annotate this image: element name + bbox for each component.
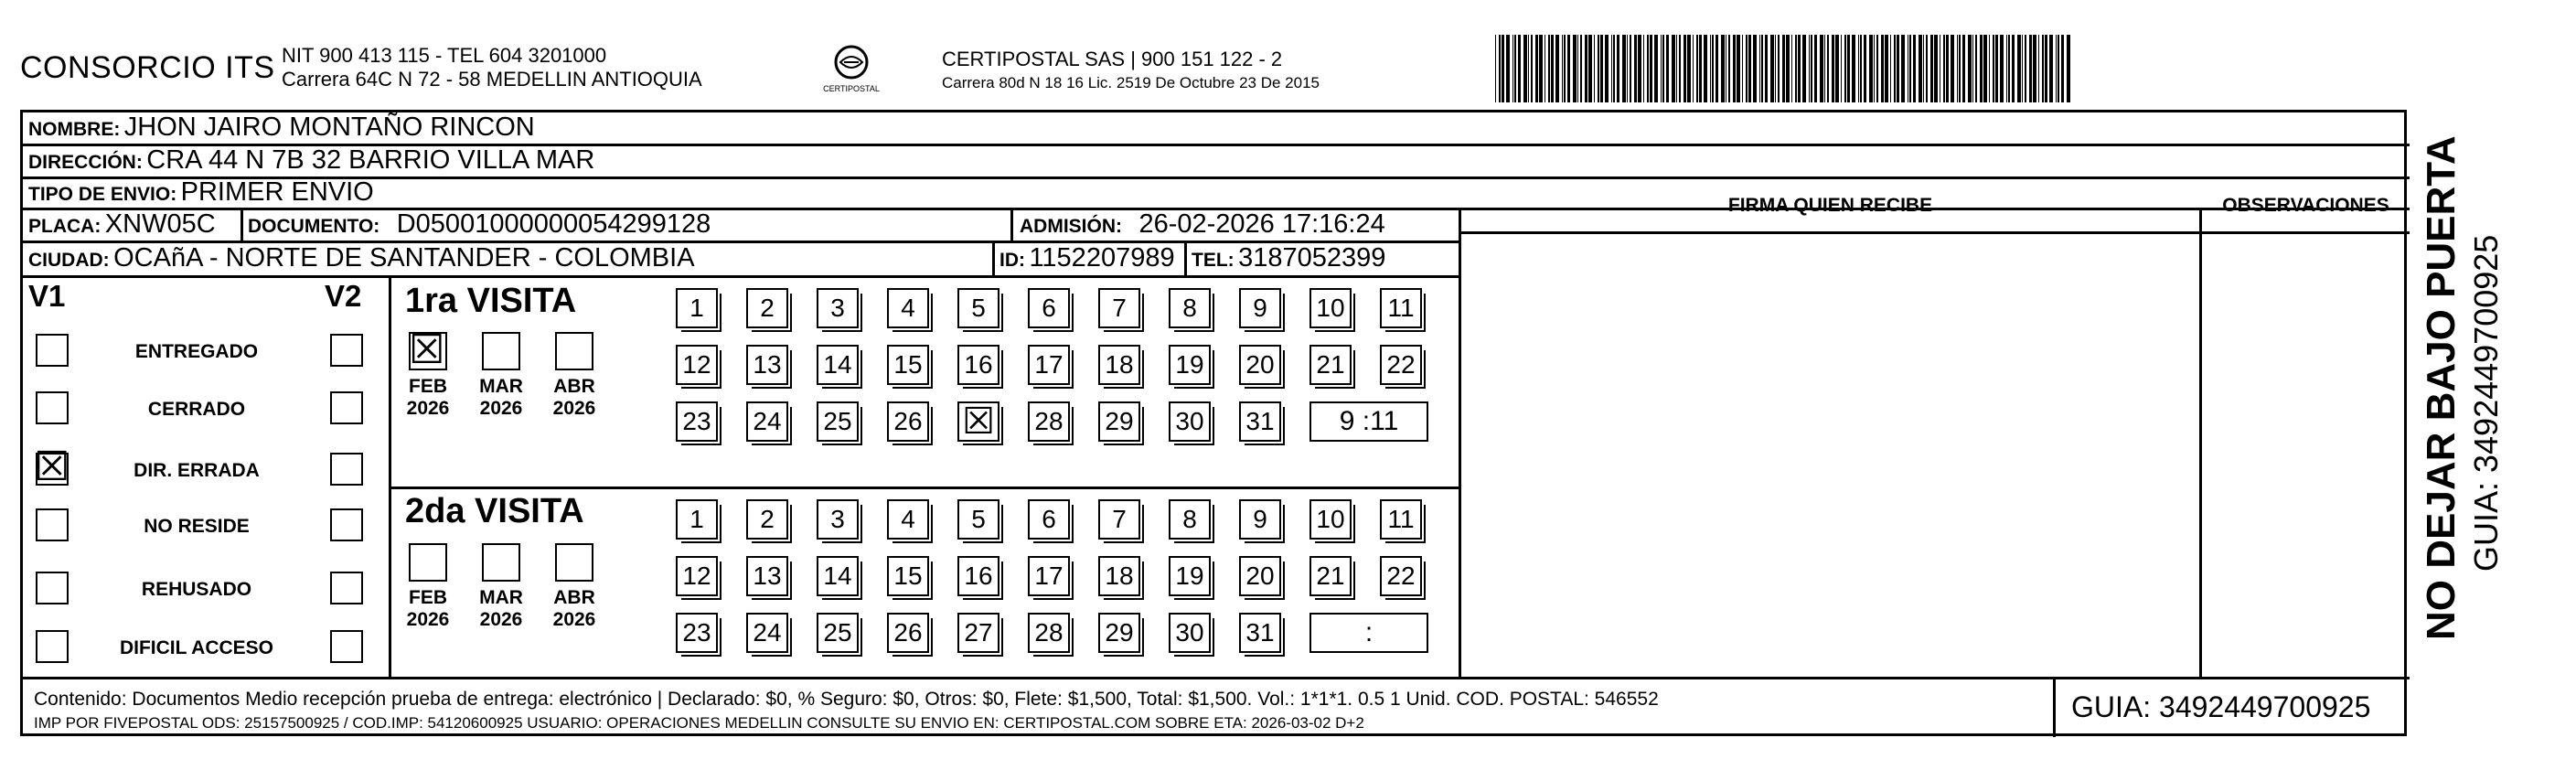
month-year: 2026 <box>552 609 596 630</box>
v2-header: V2 <box>325 279 362 313</box>
month-checkbox[interactable] <box>482 332 520 370</box>
admision-value: 26-02-2026 17:16:24 <box>1138 209 1385 239</box>
documento-label: DOCUMENTO: <box>248 216 380 237</box>
day-box[interactable]: 20 <box>1239 556 1281 596</box>
month-checkbox[interactable] <box>555 332 593 370</box>
tel-value: 3187052399 <box>1238 243 1386 273</box>
barcode-bar <box>2038 35 2039 102</box>
barcode-bar <box>1811 35 1812 102</box>
barcode-bar <box>1539 35 1543 102</box>
barcode-bar <box>1975 35 1977 102</box>
footer-content: Contenido: Documentos Medio recepción prueba de entrega: electrónico | Declarado: $0, % Seguro: $0, Otros: $0, Flete: $1,500, Total: $1,500. Vol.: 1*1*1. 0.5 1 Unid. COD. POSTAL: 546552 <box>34 689 1659 710</box>
day-box[interactable]: 12 <box>676 345 718 385</box>
barcode-bar <box>1742 35 1743 102</box>
day-box[interactable]: 24 <box>746 613 788 653</box>
barcode-bar <box>1832 35 1834 102</box>
barcode-bar <box>1580 35 1582 102</box>
day-box[interactable]: 15 <box>887 345 929 385</box>
barcode-bar <box>1638 35 1641 102</box>
certipostal-info <box>942 48 1320 95</box>
day-box[interactable]: 14 <box>817 345 859 385</box>
barcode-bar <box>1647 35 1649 102</box>
day-box[interactable]: 11 <box>1380 288 1422 328</box>
month-name: ABR <box>553 587 595 608</box>
documento-row <box>248 209 711 240</box>
direccion-value: CRA 44 N 7B 32 BARRIO VILLA MAR <box>146 145 595 175</box>
barcode-bar <box>1693 35 1694 102</box>
barcode-bar <box>1704 35 1707 102</box>
barcode-bar <box>2025 35 2026 102</box>
barcode-bar <box>1650 35 1652 102</box>
barcode-bar <box>1968 35 1972 102</box>
month-name: FEB <box>409 587 447 608</box>
v1-checkbox[interactable] <box>36 391 69 424</box>
barcode-bar <box>1687 35 1691 102</box>
month-checkbox[interactable] <box>482 543 520 582</box>
barcode-bar <box>1535 35 1538 102</box>
barcode-bar <box>2000 35 2004 102</box>
barcode-bar <box>1885 35 1888 102</box>
barcode-bar <box>1613 35 1615 102</box>
tipo-label: TIPO DE ENVIO: <box>28 184 177 205</box>
barcode-bar <box>1577 35 1578 102</box>
barcode-bar <box>1930 35 1933 102</box>
day-box[interactable]: 9 <box>1239 288 1281 328</box>
barcode-bar <box>1721 35 1725 102</box>
day-box[interactable]: 5 <box>957 288 999 328</box>
barcode-bar <box>1761 35 1763 102</box>
status-label: REHUSADO <box>141 579 252 600</box>
barcode-bar <box>1588 35 1592 102</box>
barcode-bar <box>1523 35 1527 102</box>
day-box[interactable]: 22 <box>1380 345 1422 385</box>
v1-checkbox[interactable] <box>36 630 69 663</box>
barcode-bar <box>1753 35 1757 102</box>
barcode-bar <box>2049 35 2053 102</box>
barcode-bar <box>1600 35 1603 102</box>
barcode-bar <box>1748 35 1751 102</box>
month-checkbox[interactable] <box>409 543 447 582</box>
barcode-bar <box>1502 35 1504 102</box>
status-label: CERRADO <box>147 399 246 420</box>
day-box[interactable]: 28 <box>1028 613 1070 653</box>
barcode-bar <box>1809 35 1810 102</box>
barcode-bar <box>1506 35 1510 102</box>
barcode-bar <box>1993 35 1994 102</box>
placa-label: PLACA: <box>28 216 102 237</box>
barcode-bar <box>1770 35 1774 102</box>
barcode-bar <box>2006 35 2007 102</box>
nombre-value: JHON JAIRO MONTAÑO RINCON <box>123 112 535 142</box>
barcode-bar <box>1765 35 1768 102</box>
day-box[interactable]: 10 <box>1309 288 1352 328</box>
v1-checkbox[interactable] <box>34 444 70 490</box>
barcode-bar <box>1598 35 1599 102</box>
barcode-bar <box>2029 35 2032 102</box>
status-label: NO RESIDE <box>144 516 250 537</box>
barcode-bar <box>1573 35 1577 102</box>
barcode-bar <box>1869 35 1873 102</box>
barcode-bar <box>2056 35 2057 102</box>
barcode-bar <box>1795 35 1797 102</box>
day-box[interactable]: 24 <box>746 401 788 442</box>
certipostal-logo <box>819 42 883 101</box>
second-visit-title: 2da VISITA <box>405 492 584 530</box>
day-box[interactable]: 1 <box>676 288 718 328</box>
barcode-bar <box>1847 35 1850 102</box>
footer-guia: GUIA: 3492449700925 <box>2071 690 2371 723</box>
day-box[interactable]: 9 <box>1239 499 1281 540</box>
barcode-bar <box>1995 35 1998 102</box>
day-box[interactable]: 6 <box>1028 288 1070 328</box>
day-box[interactable]: 26 <box>887 613 929 653</box>
day-box[interactable]: 7 <box>1098 288 1140 328</box>
day-box[interactable]: 19 <box>1169 345 1211 385</box>
barcode-bar <box>1909 35 1911 102</box>
day-box[interactable]: 8 <box>1169 499 1211 540</box>
day-box[interactable]: 10 <box>1309 499 1352 540</box>
v2-checkbox[interactable] <box>330 508 363 541</box>
month-checkbox[interactable] <box>555 543 593 582</box>
barcode-bar <box>1802 35 1806 102</box>
day-box[interactable]: 22 <box>1380 556 1422 596</box>
month-year: 2026 <box>479 398 523 419</box>
barcode-bar <box>1820 35 1823 102</box>
day-box[interactable]: ☒ <box>957 401 999 442</box>
day-box[interactable]: 30 <box>1169 613 1211 653</box>
barcode-bar <box>1913 35 1916 102</box>
barcode-bar <box>2067 35 2070 102</box>
id-row <box>999 243 1175 273</box>
month-label <box>469 587 533 631</box>
barcode-bar <box>1528 35 1529 102</box>
barcode-bar <box>1737 35 1740 102</box>
v1-checkbox[interactable] <box>36 508 69 541</box>
barcode-bar <box>2045 35 2047 102</box>
barcode-bar <box>1683 35 1686 102</box>
day-box[interactable]: 16 <box>957 556 999 596</box>
month-year: 2026 <box>479 609 523 630</box>
month-year: 2026 <box>552 398 596 419</box>
tel-row <box>1192 243 1385 273</box>
day-box[interactable]: 3 <box>817 288 859 328</box>
barcode <box>1495 35 2227 102</box>
day-box[interactable]: 17 <box>1028 345 1070 385</box>
id-label: ID: <box>999 250 1025 271</box>
time-box[interactable]: 9 :11 <box>1309 401 1428 442</box>
month-label <box>469 376 533 420</box>
day-box[interactable]: 17 <box>1028 556 1070 596</box>
certi-address: Carrera 80d N 18 16 Lic. 2519 De Octubre 23 De 2015 <box>942 74 1320 91</box>
barcode-bar <box>1666 35 1669 102</box>
month-label <box>542 587 606 631</box>
barcode-bar <box>1919 35 1922 102</box>
barcode-bar <box>1548 35 1550 102</box>
barcode-bar <box>1860 35 1862 102</box>
month-checkbox[interactable] <box>409 326 447 373</box>
side-guia: GUIA: 3492449700925 <box>2467 234 2505 572</box>
barcode-bar <box>1894 35 1896 102</box>
v2-checkbox[interactable] <box>330 453 363 486</box>
firma-header: FIRMA QUIEN RECIBE <box>1727 195 1933 216</box>
barcode-bar <box>2061 35 2064 102</box>
company-info <box>282 44 702 91</box>
check-mark-icon: ☒ <box>34 444 70 490</box>
day-box[interactable]: 3 <box>817 499 859 540</box>
day-box[interactable]: 31 <box>1239 613 1281 653</box>
nombre-row <box>28 112 535 143</box>
barcode-bar <box>1923 35 1924 102</box>
barcode-bar <box>1562 35 1563 102</box>
barcode-bar <box>1728 35 1730 102</box>
barcode-bar <box>1864 35 1866 102</box>
barcode-bar <box>1874 35 1875 102</box>
day-box[interactable]: 23 <box>676 401 718 442</box>
barcode-bar <box>1897 35 1899 102</box>
day-box[interactable]: 1 <box>676 499 718 540</box>
barcode-bar <box>1759 35 1760 102</box>
barcode-bar <box>2058 35 2059 102</box>
v1-header: V1 <box>28 279 66 313</box>
documento-value: D05001000000054299128 <box>396 209 711 239</box>
day-box[interactable]: 19 <box>1169 556 1211 596</box>
day-box[interactable]: 25 <box>817 401 859 442</box>
month-label <box>542 376 606 420</box>
day-box[interactable]: 29 <box>1098 613 1140 653</box>
barcode-bar <box>2012 35 2015 102</box>
id-value: 1152207989 <box>1029 243 1175 273</box>
month-name: MAR <box>479 587 523 608</box>
barcode-bar <box>1858 35 1859 102</box>
barcode-bar <box>1827 35 1829 102</box>
day-box[interactable]: 7 <box>1098 499 1140 540</box>
day-box[interactable]: 18 <box>1098 556 1140 596</box>
barcode-bar <box>1835 35 1839 102</box>
barcode-bar <box>1630 35 1631 102</box>
company-name: CONSORCIO ITS <box>20 50 275 85</box>
placa-value: XNW05C <box>104 209 216 239</box>
barcode-bar <box>1824 35 1825 102</box>
day-box[interactable]: 6 <box>1028 499 1070 540</box>
barcode-bar <box>1814 35 1817 102</box>
tel-label: TEL: <box>1192 250 1235 271</box>
barcode-bar <box>1499 35 1501 102</box>
barcode-bar <box>1983 35 1987 102</box>
ciudad-row <box>28 243 695 273</box>
barcode-bar <box>1972 35 1973 102</box>
address-line: Carrera 64C N 72 - 58 MEDELLIN ANTIOQUIA <box>282 68 702 91</box>
barcode-bar <box>1716 35 1718 102</box>
v1-checkbox[interactable] <box>36 572 69 604</box>
barcode-bar <box>2008 35 2010 102</box>
barcode-bar <box>1980 35 1983 102</box>
barcode-bar <box>1654 35 1658 102</box>
barcode-bar <box>1555 35 1559 102</box>
barcode-bar <box>1959 35 1961 102</box>
month-label <box>396 376 460 420</box>
day-box[interactable]: 11 <box>1380 499 1422 540</box>
observaciones-header: OBSERVACIONES <box>2222 195 2389 216</box>
barcode-bar <box>1844 35 1846 102</box>
day-box[interactable]: 2 <box>746 288 788 328</box>
barcode-bar <box>1798 35 1801 102</box>
ciudad-value: OCAñA - NORTE DE SANTANDER - COLOMBIA <box>113 243 695 273</box>
barcode-bar <box>1672 35 1675 102</box>
day-box[interactable]: 15 <box>887 556 929 596</box>
barcode-bar <box>1746 35 1748 102</box>
barcode-bar <box>1518 35 1521 102</box>
barcode-bar <box>2042 35 2044 102</box>
barcode-bar <box>1786 35 1790 102</box>
day-box[interactable]: 13 <box>746 556 788 596</box>
day-box[interactable]: 28 <box>1028 401 1070 442</box>
barcode-bar <box>1951 35 1954 102</box>
barcode-bar <box>1775 35 1776 102</box>
day-box[interactable]: 5 <box>957 499 999 540</box>
barcode-bar <box>1962 35 1965 102</box>
barcode-bar <box>1890 35 1891 102</box>
barcode-bar <box>1611 35 1612 102</box>
tipo-row <box>28 177 374 208</box>
barcode-bar <box>1585 35 1587 102</box>
direccion-label: DIRECCIÓN: <box>28 152 143 173</box>
barcode-bar <box>1957 35 1958 102</box>
barcode-bar <box>2017 35 2021 102</box>
day-box[interactable]: 4 <box>887 499 929 540</box>
v2-checkbox[interactable] <box>330 391 363 424</box>
ciudad-label: CIUDAD: <box>28 250 110 271</box>
barcode-bar <box>1733 35 1736 102</box>
direccion-row <box>28 145 594 176</box>
placa-row <box>28 209 216 240</box>
day-box[interactable]: 21 <box>1309 345 1352 385</box>
day-box[interactable]: 12 <box>676 556 718 596</box>
v1-checkbox[interactable] <box>36 334 69 367</box>
time-box[interactable]: : <box>1309 613 1428 653</box>
month-label <box>396 587 460 631</box>
no-dejar-warning: NO DEJAR BAJO PUERTA <box>2419 135 2464 640</box>
barcode-bar <box>1841 35 1842 102</box>
status-label: DIFICIL ACCESO <box>119 637 273 658</box>
delivery-form <box>20 110 2407 736</box>
day-box[interactable]: 21 <box>1309 556 1352 596</box>
barcode-bar <box>2022 35 2023 102</box>
day-box[interactable]: 29 <box>1098 401 1140 442</box>
day-box[interactable]: 20 <box>1239 345 1281 385</box>
v2-checkbox[interactable] <box>330 334 363 367</box>
barcode-bar <box>1531 35 1533 102</box>
barcode-bar <box>1564 35 1566 102</box>
barcode-bar <box>1661 35 1662 102</box>
day-box[interactable]: 25 <box>817 613 859 653</box>
barcode-bar <box>1594 35 1595 102</box>
month-year: 2026 <box>406 609 450 630</box>
barcode-bar <box>1943 35 1945 102</box>
v2-checkbox[interactable] <box>330 630 363 663</box>
day-box[interactable]: 18 <box>1098 345 1140 385</box>
barcode-bar <box>1495 35 1496 102</box>
barcode-bar <box>1876 35 1878 102</box>
certi-line: CERTIPOSTAL SAS | 900 151 122 - 2 <box>942 48 1283 70</box>
day-box[interactable]: 23 <box>676 613 718 653</box>
check-mark-icon: ☒ <box>409 326 445 373</box>
day-box[interactable]: 2 <box>746 499 788 540</box>
day-box[interactable]: 4 <box>887 288 929 328</box>
month-name: MAR <box>479 376 523 397</box>
day-box[interactable]: 26 <box>887 401 929 442</box>
day-box[interactable]: 16 <box>957 345 999 385</box>
barcode-bar <box>1989 35 1990 102</box>
barcode-bar <box>1679 35 1681 102</box>
admision-row <box>1020 209 1385 240</box>
barcode-bar <box>1710 35 1711 102</box>
month-name: FEB <box>409 376 447 397</box>
barcode-bar <box>1622 35 1626 102</box>
barcode-bar <box>1627 35 1628 102</box>
admision-label: ADMISIÓN: <box>1020 216 1122 237</box>
barcode-bar <box>1712 35 1714 102</box>
svg-text:CERTIPOSTAL: CERTIPOSTAL <box>823 84 880 93</box>
barcode-bar <box>1946 35 1949 102</box>
barcode-bar <box>2033 35 2036 102</box>
barcode-bar <box>1512 35 1513 102</box>
barcode-bar <box>1926 35 1928 102</box>
barcode-bar <box>1634 35 1637 102</box>
tipo-value: PRIMER ENVIO <box>180 177 374 207</box>
barcode-bar <box>1643 35 1644 102</box>
barcode-bar <box>1696 35 1698 102</box>
footer-print-info: IMP POR FIVEPOSTAL ODS: 25157500925 / COD.IMP: 54120600925 USUARIO: OPERACIONES MEDELLIN CONSULTE SU ENVIO EN: CERTIPOSTAL.COM SOBRE ETA: 2026-03-02 D+2 <box>34 714 1364 732</box>
day-box[interactable]: 31 <box>1239 401 1281 442</box>
nit-line: NIT 900 413 115 - TEL 604 3201000 <box>282 44 607 67</box>
barcode-bar <box>1782 35 1785 102</box>
barcode-bar <box>1778 35 1780 102</box>
barcode-bar <box>1676 35 1677 102</box>
month-year: 2026 <box>406 398 450 419</box>
barcode-bar <box>1662 35 1664 102</box>
barcode-bar <box>1852 35 1855 102</box>
barcode-bar <box>1514 35 1516 102</box>
barcode-bar <box>1551 35 1554 102</box>
day-box[interactable]: 27 <box>957 613 999 653</box>
month-name: ABR <box>553 376 595 397</box>
nombre-label: NOMBRE: <box>28 119 121 140</box>
day-box[interactable]: 14 <box>817 556 859 596</box>
status-label: ENTREGADO <box>134 341 259 362</box>
status-label: DIR. ERRADA <box>134 460 260 481</box>
barcode-bar <box>1605 35 1609 102</box>
v2-checkbox[interactable] <box>330 572 363 604</box>
day-box[interactable]: 8 <box>1169 288 1211 328</box>
barcode-bar <box>1617 35 1619 102</box>
barcode-bar <box>1791 35 1792 102</box>
barcode-bar <box>1567 35 1570 102</box>
day-box[interactable]: 13 <box>746 345 788 385</box>
first-visit-title: 1ra VISITA <box>405 282 577 320</box>
barcode-bar <box>1881 35 1884 102</box>
barcode-bar <box>1699 35 1702 102</box>
barcode-bar <box>1901 35 1905 102</box>
day-box[interactable]: 30 <box>1169 401 1211 442</box>
barcode-bar <box>1934 35 1938 102</box>
